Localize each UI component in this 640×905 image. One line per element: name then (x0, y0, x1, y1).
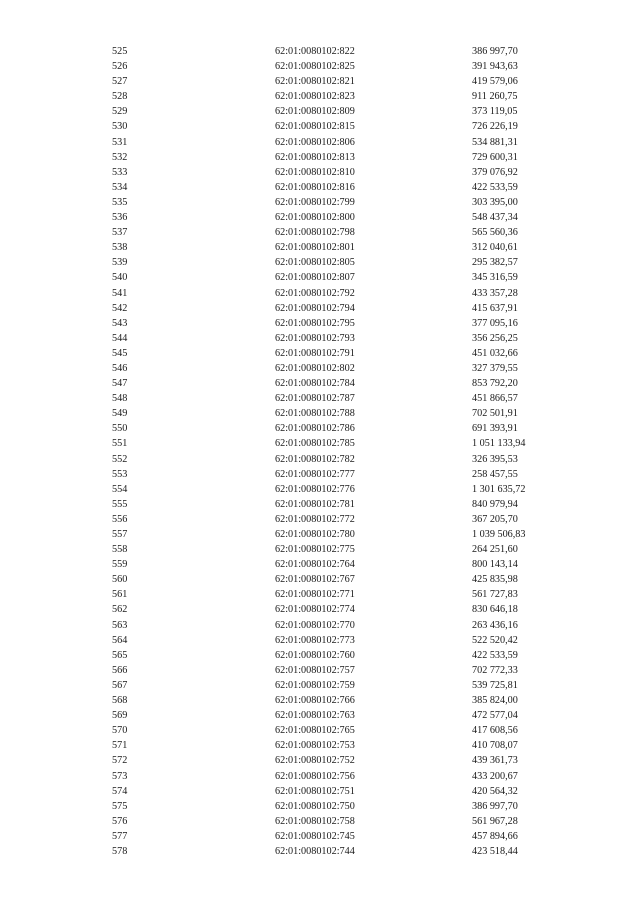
table-row (112, 527, 582, 542)
row-number: 571 (112, 740, 128, 752)
row-number: 542 (112, 302, 128, 314)
cadastral-number: 62:01:0080102:806 (275, 136, 355, 148)
cadastral-value: 451 866,57 (472, 393, 518, 405)
row-number: 529 (112, 106, 128, 118)
cadastral-value: 691 393,91 (472, 423, 518, 435)
row-number: 559 (112, 559, 128, 571)
table-row (112, 240, 582, 255)
row-number: 528 (112, 91, 128, 103)
table-row (112, 150, 582, 165)
table-row (112, 542, 582, 557)
cadastral-number: 62:01:0080102:757 (275, 664, 355, 676)
cadastral-value: 295 382,57 (472, 257, 518, 269)
table-row (112, 723, 582, 738)
row-number: 553 (112, 468, 128, 480)
cadastral-number: 62:01:0080102:766 (275, 695, 355, 707)
row-number: 531 (112, 136, 128, 148)
cadastral-number: 62:01:0080102:785 (275, 438, 355, 450)
cadastral-number: 62:01:0080102:810 (275, 166, 355, 178)
cadastral-value: 263 436,16 (472, 619, 518, 631)
cadastral-value: 539 725,81 (472, 679, 518, 691)
cadastral-value: 565 560,36 (472, 227, 518, 239)
cadastral-value: 726 226,19 (472, 121, 518, 133)
cadastral-number: 62:01:0080102:807 (275, 272, 355, 284)
row-number: 534 (112, 181, 128, 193)
cadastral-number: 62:01:0080102:786 (275, 423, 355, 435)
cadastral-value: 312 040,61 (472, 242, 518, 254)
cadastral-value: 561 727,83 (472, 589, 518, 601)
cadastral-number: 62:01:0080102:799 (275, 196, 355, 208)
cadastral-value: 420 564,32 (472, 785, 518, 797)
cadastral-number: 62:01:0080102:794 (275, 302, 355, 314)
cadastral-value: 1 039 506,83 (472, 529, 526, 540)
cadastral-number: 62:01:0080102:815 (275, 121, 355, 133)
cadastral-number: 62:01:0080102:802 (275, 362, 355, 374)
cadastral-value: 853 792,20 (472, 378, 518, 390)
cadastral-number: 62:01:0080102:765 (275, 725, 355, 737)
table-row (112, 587, 582, 602)
row-number: 568 (112, 695, 128, 707)
cadastral-value: 326 395,53 (472, 453, 518, 465)
table-row (112, 708, 582, 723)
cadastral-value: 702 772,33 (472, 664, 518, 676)
table-row (112, 135, 582, 150)
cadastral-number: 62:01:0080102:745 (275, 830, 355, 842)
table-row (112, 799, 582, 814)
row-number: 532 (112, 151, 128, 163)
table-row (112, 225, 582, 240)
row-number: 525 (112, 46, 128, 57)
cadastral-number: 62:01:0080102:763 (275, 710, 355, 722)
row-number: 545 (112, 347, 128, 359)
row-number: 557 (112, 529, 128, 540)
row-number: 554 (112, 483, 128, 495)
row-number: 578 (112, 845, 128, 857)
cadastral-number: 62:01:0080102:781 (275, 498, 355, 510)
cadastral-number: 62:01:0080102:784 (275, 378, 355, 390)
row-number: 573 (112, 770, 128, 782)
cadastral-value: 522 520,42 (472, 634, 518, 646)
table-row (112, 497, 582, 512)
row-number: 570 (112, 725, 128, 737)
table-row (112, 74, 582, 89)
table-row (112, 678, 582, 693)
row-number: 556 (112, 513, 128, 525)
table-row (112, 165, 582, 180)
table-row (112, 421, 582, 436)
table-row (112, 195, 582, 210)
cadastral-number: 62:01:0080102:750 (275, 800, 355, 812)
cadastral-value: 422 533,59 (472, 649, 518, 661)
cadastral-number: 62:01:0080102:805 (275, 257, 355, 269)
row-number: 574 (112, 785, 128, 797)
table-row (112, 180, 582, 195)
cadastral-number: 62:01:0080102:809 (275, 106, 355, 118)
cadastral-number: 62:01:0080102:825 (275, 61, 355, 73)
cadastral-number: 62:01:0080102:798 (275, 227, 355, 239)
cadastral-number: 62:01:0080102:770 (275, 619, 355, 631)
cadastral-number: 62:01:0080102:800 (275, 212, 355, 224)
cadastral-number: 62:01:0080102:756 (275, 770, 355, 782)
cadastral-value: 356 256,25 (472, 332, 518, 344)
row-number: 566 (112, 664, 128, 676)
cadastral-value: 417 608,56 (472, 725, 518, 737)
cadastral-number: 62:01:0080102:813 (275, 151, 355, 163)
table-row (112, 119, 582, 134)
cadastral-number: 62:01:0080102:823 (275, 91, 355, 103)
cadastral-value: 423 518,44 (472, 845, 518, 857)
row-number: 547 (112, 378, 128, 390)
table-row (112, 44, 582, 59)
cadastral-number: 62:01:0080102:791 (275, 347, 355, 359)
cadastral-value: 702 501,91 (472, 408, 518, 420)
cadastral-number: 62:01:0080102:775 (275, 544, 355, 556)
cadastral-value: 911 260,75 (472, 91, 518, 103)
table-row (112, 331, 582, 346)
cadastral-value: 422 533,59 (472, 181, 518, 193)
cadastral-value: 386 997,70 (472, 800, 518, 812)
row-number: 541 (112, 287, 128, 299)
cadastral-number: 62:01:0080102:753 (275, 740, 355, 752)
cadastral-value: 385 824,00 (472, 695, 518, 707)
cadastral-value: 379 076,92 (472, 166, 518, 178)
table-row (112, 467, 582, 482)
row-number: 558 (112, 544, 128, 556)
cadastral-value: 373 119,05 (472, 106, 518, 118)
cadastral-number: 62:01:0080102:821 (275, 76, 355, 88)
table-row (112, 316, 582, 331)
cadastral-value: 534 881,31 (472, 136, 518, 148)
cadastral-value-table (112, 44, 582, 859)
cadastral-value: 415 637,91 (472, 302, 518, 314)
cadastral-value: 472 577,04 (472, 710, 518, 722)
table-row (112, 270, 582, 285)
cadastral-number: 62:01:0080102:793 (275, 332, 355, 344)
cadastral-number: 62:01:0080102:780 (275, 529, 355, 540)
row-number: 550 (112, 423, 128, 435)
row-number: 576 (112, 815, 128, 827)
row-number: 572 (112, 755, 128, 767)
cadastral-number: 62:01:0080102:744 (275, 845, 355, 857)
row-number: 543 (112, 317, 128, 329)
cadastral-number: 62:01:0080102:795 (275, 317, 355, 329)
table-row (112, 663, 582, 678)
cadastral-value: 391 943,63 (472, 61, 518, 73)
row-number: 539 (112, 257, 128, 269)
table-row (112, 376, 582, 391)
cadastral-value: 548 437,34 (472, 212, 518, 224)
cadastral-value: 327 379,55 (472, 362, 518, 374)
cadastral-number: 62:01:0080102:772 (275, 513, 355, 525)
cadastral-number: 62:01:0080102:764 (275, 559, 355, 571)
cadastral-number: 62:01:0080102:776 (275, 483, 355, 495)
table-row (112, 602, 582, 617)
row-number: 561 (112, 589, 128, 601)
cadastral-number: 62:01:0080102:771 (275, 589, 355, 601)
row-number: 565 (112, 649, 128, 661)
cadastral-value: 419 579,06 (472, 76, 518, 88)
table-row (112, 104, 582, 119)
cadastral-value: 1 051 133,94 (472, 438, 526, 450)
row-number: 537 (112, 227, 128, 239)
row-number: 567 (112, 679, 128, 691)
cadastral-number: 62:01:0080102:758 (275, 815, 355, 827)
row-number: 546 (112, 362, 128, 374)
table-row (112, 361, 582, 376)
table-row (112, 286, 582, 301)
table-row (112, 346, 582, 361)
table-row (112, 59, 582, 74)
row-number: 555 (112, 498, 128, 510)
cadastral-value: 451 032,66 (472, 347, 518, 359)
cadastral-number: 62:01:0080102:816 (275, 181, 355, 193)
cadastral-value: 303 395,00 (472, 196, 518, 208)
cadastral-number: 62:01:0080102:773 (275, 634, 355, 646)
cadastral-value: 264 251,60 (472, 544, 518, 556)
row-number: 562 (112, 604, 128, 616)
cadastral-value: 377 095,16 (472, 317, 518, 329)
table-row (112, 452, 582, 467)
table-row (112, 210, 582, 225)
cadastral-number: 62:01:0080102:759 (275, 679, 355, 691)
cadastral-number: 62:01:0080102:767 (275, 574, 355, 586)
row-number: 548 (112, 393, 128, 405)
table-row (112, 436, 582, 451)
cadastral-value: 800 143,14 (472, 559, 518, 571)
cadastral-value: 439 361,73 (472, 755, 518, 767)
cadastral-number: 62:01:0080102:788 (275, 408, 355, 420)
table-row (112, 618, 582, 633)
row-number: 552 (112, 453, 128, 465)
cadastral-value: 1 301 635,72 (472, 483, 526, 495)
cadastral-number: 62:01:0080102:792 (275, 287, 355, 299)
cadastral-value: 386 997,70 (472, 46, 518, 57)
table-row (112, 482, 582, 497)
table-row (112, 753, 582, 768)
cadastral-number: 62:01:0080102:752 (275, 755, 355, 767)
table-row (112, 89, 582, 104)
table-row (112, 844, 582, 859)
cadastral-value: 345 316,59 (472, 272, 518, 284)
row-number: 538 (112, 242, 128, 254)
row-number: 540 (112, 272, 128, 284)
row-number: 551 (112, 438, 128, 450)
row-number: 563 (112, 619, 128, 631)
row-number: 544 (112, 332, 128, 344)
cadastral-value: 410 708,07 (472, 740, 518, 752)
row-number: 530 (112, 121, 128, 133)
table-row (112, 814, 582, 829)
cadastral-value: 425 835,98 (472, 574, 518, 586)
table-row (112, 512, 582, 527)
cadastral-value: 729 600,31 (472, 151, 518, 163)
cadastral-value: 840 979,94 (472, 498, 518, 510)
table-row (112, 829, 582, 844)
row-number: 535 (112, 196, 128, 208)
table-row (112, 557, 582, 572)
table-row (112, 738, 582, 753)
table-row (112, 301, 582, 316)
row-number: 564 (112, 634, 128, 646)
table-row (112, 784, 582, 799)
cadastral-number: 62:01:0080102:787 (275, 393, 355, 405)
table-row (112, 391, 582, 406)
cadastral-value: 457 894,66 (472, 830, 518, 842)
table-row (112, 406, 582, 421)
row-number: 560 (112, 574, 128, 586)
cadastral-value: 367 205,70 (472, 513, 518, 525)
row-number: 549 (112, 408, 128, 420)
row-number: 577 (112, 830, 128, 842)
cadastral-number: 62:01:0080102:774 (275, 604, 355, 616)
cadastral-number: 62:01:0080102:751 (275, 785, 355, 797)
row-number: 526 (112, 61, 128, 73)
table-row (112, 769, 582, 784)
cadastral-value: 258 457,55 (472, 468, 518, 480)
table-row (112, 693, 582, 708)
row-number: 527 (112, 76, 128, 88)
cadastral-value: 433 200,67 (472, 770, 518, 782)
row-number: 536 (112, 212, 128, 224)
cadastral-number: 62:01:0080102:760 (275, 649, 355, 661)
table-row (112, 648, 582, 663)
table-row (112, 572, 582, 587)
row-number: 575 (112, 800, 128, 812)
row-number: 533 (112, 166, 128, 178)
cadastral-value: 561 967,28 (472, 815, 518, 827)
row-number: 569 (112, 710, 128, 722)
cadastral-number: 62:01:0080102:782 (275, 453, 355, 465)
table-row (112, 633, 582, 648)
cadastral-number: 62:01:0080102:801 (275, 242, 355, 254)
cadastral-number: 62:01:0080102:777 (275, 468, 355, 480)
cadastral-value: 433 357,28 (472, 287, 518, 299)
table-row (112, 255, 582, 270)
cadastral-value: 830 646,18 (472, 604, 518, 616)
cadastral-number: 62:01:0080102:822 (275, 46, 355, 57)
